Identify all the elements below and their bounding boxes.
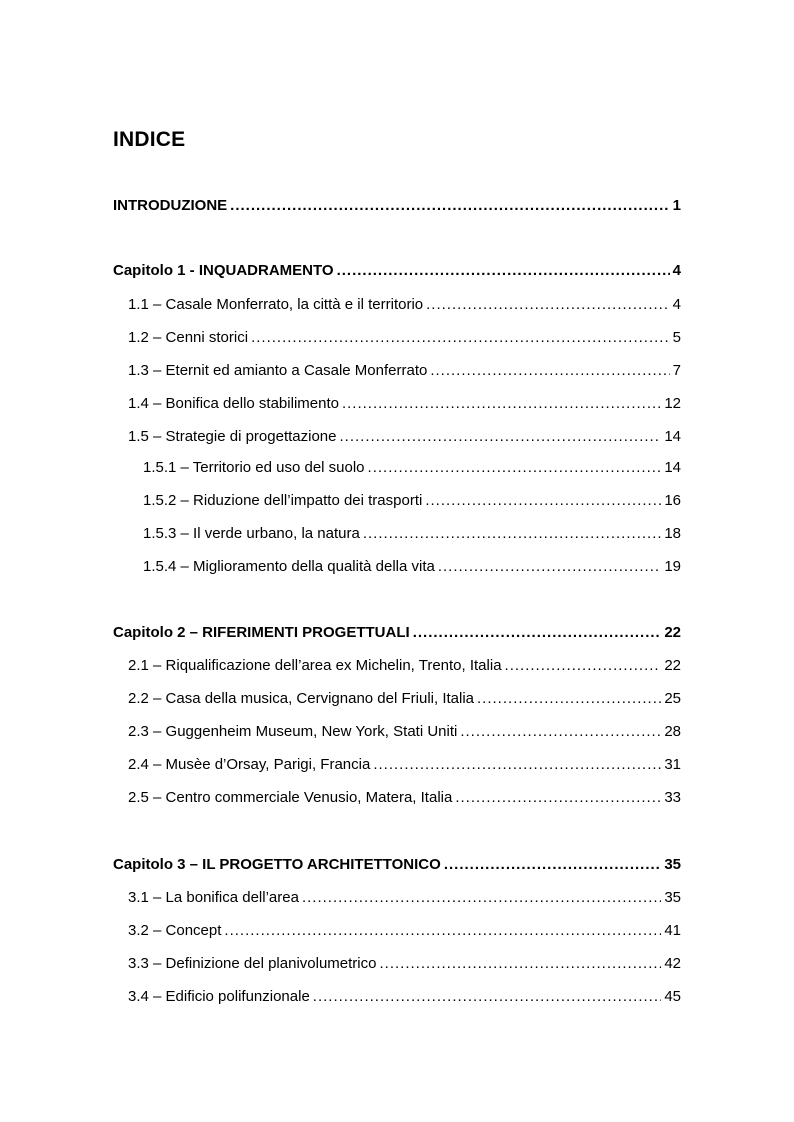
- toc-chapter-entry: [113, 195, 681, 217]
- toc-entry-label: 2.2 – Casa della musica, Cervignano del Friuli, Italia: [128, 690, 475, 707]
- toc-entry-label: 1.5.2 – Riduzione dell’impatto dei trasporti: [143, 492, 423, 509]
- toc-chapter-entry: [113, 260, 681, 282]
- toc-dot-leader: [251, 327, 670, 349]
- toc-entry-label: Capitolo 3 – IL PROGETTO ARCHITETTONICO: [113, 856, 441, 873]
- toc-page-number: 14: [664, 428, 681, 445]
- toc-page-number: 7: [672, 362, 681, 379]
- toc-dot-leader: [413, 622, 662, 644]
- toc-page-number: 4: [672, 296, 681, 313]
- toc-section-entry: [128, 887, 681, 909]
- toc-entry-label: 3.3 – Definizione del planivolumetrico: [128, 955, 377, 972]
- toc-page-number: 4: [672, 262, 681, 279]
- toc-page-number: 42: [664, 955, 681, 972]
- toc-section-entry: [128, 787, 681, 809]
- toc-entry-label: Capitolo 1 - INQUADRAMENTO: [113, 262, 334, 279]
- toc-section-entry: [143, 457, 681, 479]
- toc-section-entry: [128, 721, 681, 743]
- toc-dot-leader: [337, 260, 670, 282]
- toc-section-entry: [128, 920, 681, 942]
- toc-section-entry: [128, 393, 681, 415]
- toc-entry-label: INTRODUZIONE: [113, 197, 228, 214]
- toc-dot-leader: [425, 490, 661, 512]
- toc-dot-leader: [363, 523, 662, 545]
- toc-dot-leader: [379, 953, 661, 975]
- toc-dot-leader: [426, 294, 670, 316]
- toc-section-entry: [143, 556, 681, 578]
- toc-section-entry: [128, 655, 681, 677]
- toc-entry-label: Capitolo 2 – RIFERIMENTI PROGETTUALI: [113, 624, 410, 641]
- toc-entry-label: 1.2 – Cenni storici: [128, 329, 249, 346]
- toc-page-number: 5: [672, 329, 681, 346]
- toc-page-number: 1: [672, 197, 681, 214]
- toc-chapter-entry: [113, 854, 681, 876]
- toc-entry-label: 1.3 – Eternit ed amianto a Casale Monferrato: [128, 362, 428, 379]
- toc-page-number: 16: [664, 492, 681, 509]
- page-title: INDICE: [113, 128, 186, 151]
- toc-dot-leader: [460, 721, 661, 743]
- toc-section-entry: [128, 688, 681, 710]
- toc-section-entry: [128, 986, 681, 1008]
- toc-entry-label: 3.4 – Edificio polifunzionale: [128, 988, 310, 1005]
- toc-dot-leader: [444, 854, 662, 876]
- toc-page-number: 45: [664, 988, 681, 1005]
- toc-section-entry: [128, 953, 681, 975]
- toc-entry-label: 2.4 – Musèe d’Orsay, Parigi, Francia: [128, 756, 371, 773]
- toc-page-number: 35: [664, 889, 681, 906]
- toc-dot-leader: [313, 986, 662, 1008]
- toc-entry-label: 2.1 – Riqualificazione dell’area ex Michelin, Trento, Italia: [128, 657, 502, 674]
- toc-entry-label: 1.5.4 – Miglioramento della qualità della vita: [143, 558, 435, 575]
- toc-section-entry: [143, 523, 681, 545]
- toc-section-entry: [128, 754, 681, 776]
- toc-page-number: 28: [664, 723, 681, 740]
- toc-page-number: 19: [664, 558, 681, 575]
- toc-chapter-entry: [113, 622, 681, 644]
- toc-page-number: 25: [664, 690, 681, 707]
- toc-page-number: 22: [664, 624, 681, 641]
- toc-section-entry: [128, 327, 681, 349]
- toc-page-number: 12: [664, 395, 681, 412]
- toc-page-number: 41: [664, 922, 681, 939]
- toc-dot-leader: [455, 787, 661, 809]
- toc-section-entry: [128, 294, 681, 316]
- toc-dot-leader: [339, 426, 661, 448]
- toc-dot-leader: [373, 754, 661, 776]
- toc-section-entry: [128, 426, 681, 448]
- toc-page-number: 31: [664, 756, 681, 773]
- toc-dot-leader: [224, 920, 661, 942]
- toc-dot-leader: [438, 556, 661, 578]
- toc-entry-label: 3.2 – Concept: [128, 922, 222, 939]
- toc-page-number: 18: [664, 525, 681, 542]
- toc-dot-leader: [230, 195, 669, 217]
- toc-page-number: 22: [664, 657, 681, 674]
- toc-entry-label: 1.5.1 – Territorio ed uso del suolo: [143, 459, 365, 476]
- toc-dot-leader: [430, 360, 669, 382]
- toc-entry-label: 2.3 – Guggenheim Museum, New York, Stati Uniti: [128, 723, 458, 740]
- toc-page-number: 33: [664, 789, 681, 806]
- toc-section-entry: [143, 490, 681, 512]
- toc-entry-label: 1.5 – Strategie di progettazione: [128, 428, 337, 445]
- toc-dot-leader: [342, 393, 661, 415]
- toc-dot-leader: [302, 887, 661, 909]
- toc-entry-label: 1.1 – Casale Monferrato, la città e il territorio: [128, 296, 424, 313]
- toc-page-number: 14: [664, 459, 681, 476]
- toc-entry-label: 1.5.3 – Il verde urbano, la natura: [143, 525, 360, 542]
- toc-entry-label: 2.5 – Centro commerciale Venusio, Matera, Italia: [128, 789, 453, 806]
- toc-section-entry: [128, 360, 681, 382]
- toc-entry-label: 3.1 – La bonifica dell’area: [128, 889, 299, 906]
- toc-dot-leader: [477, 688, 661, 710]
- toc-dot-leader: [368, 457, 662, 479]
- toc-page-number: 35: [664, 856, 681, 873]
- toc-dot-leader: [505, 655, 662, 677]
- toc-entry-label: 1.4 – Bonifica dello stabilimento: [128, 395, 339, 412]
